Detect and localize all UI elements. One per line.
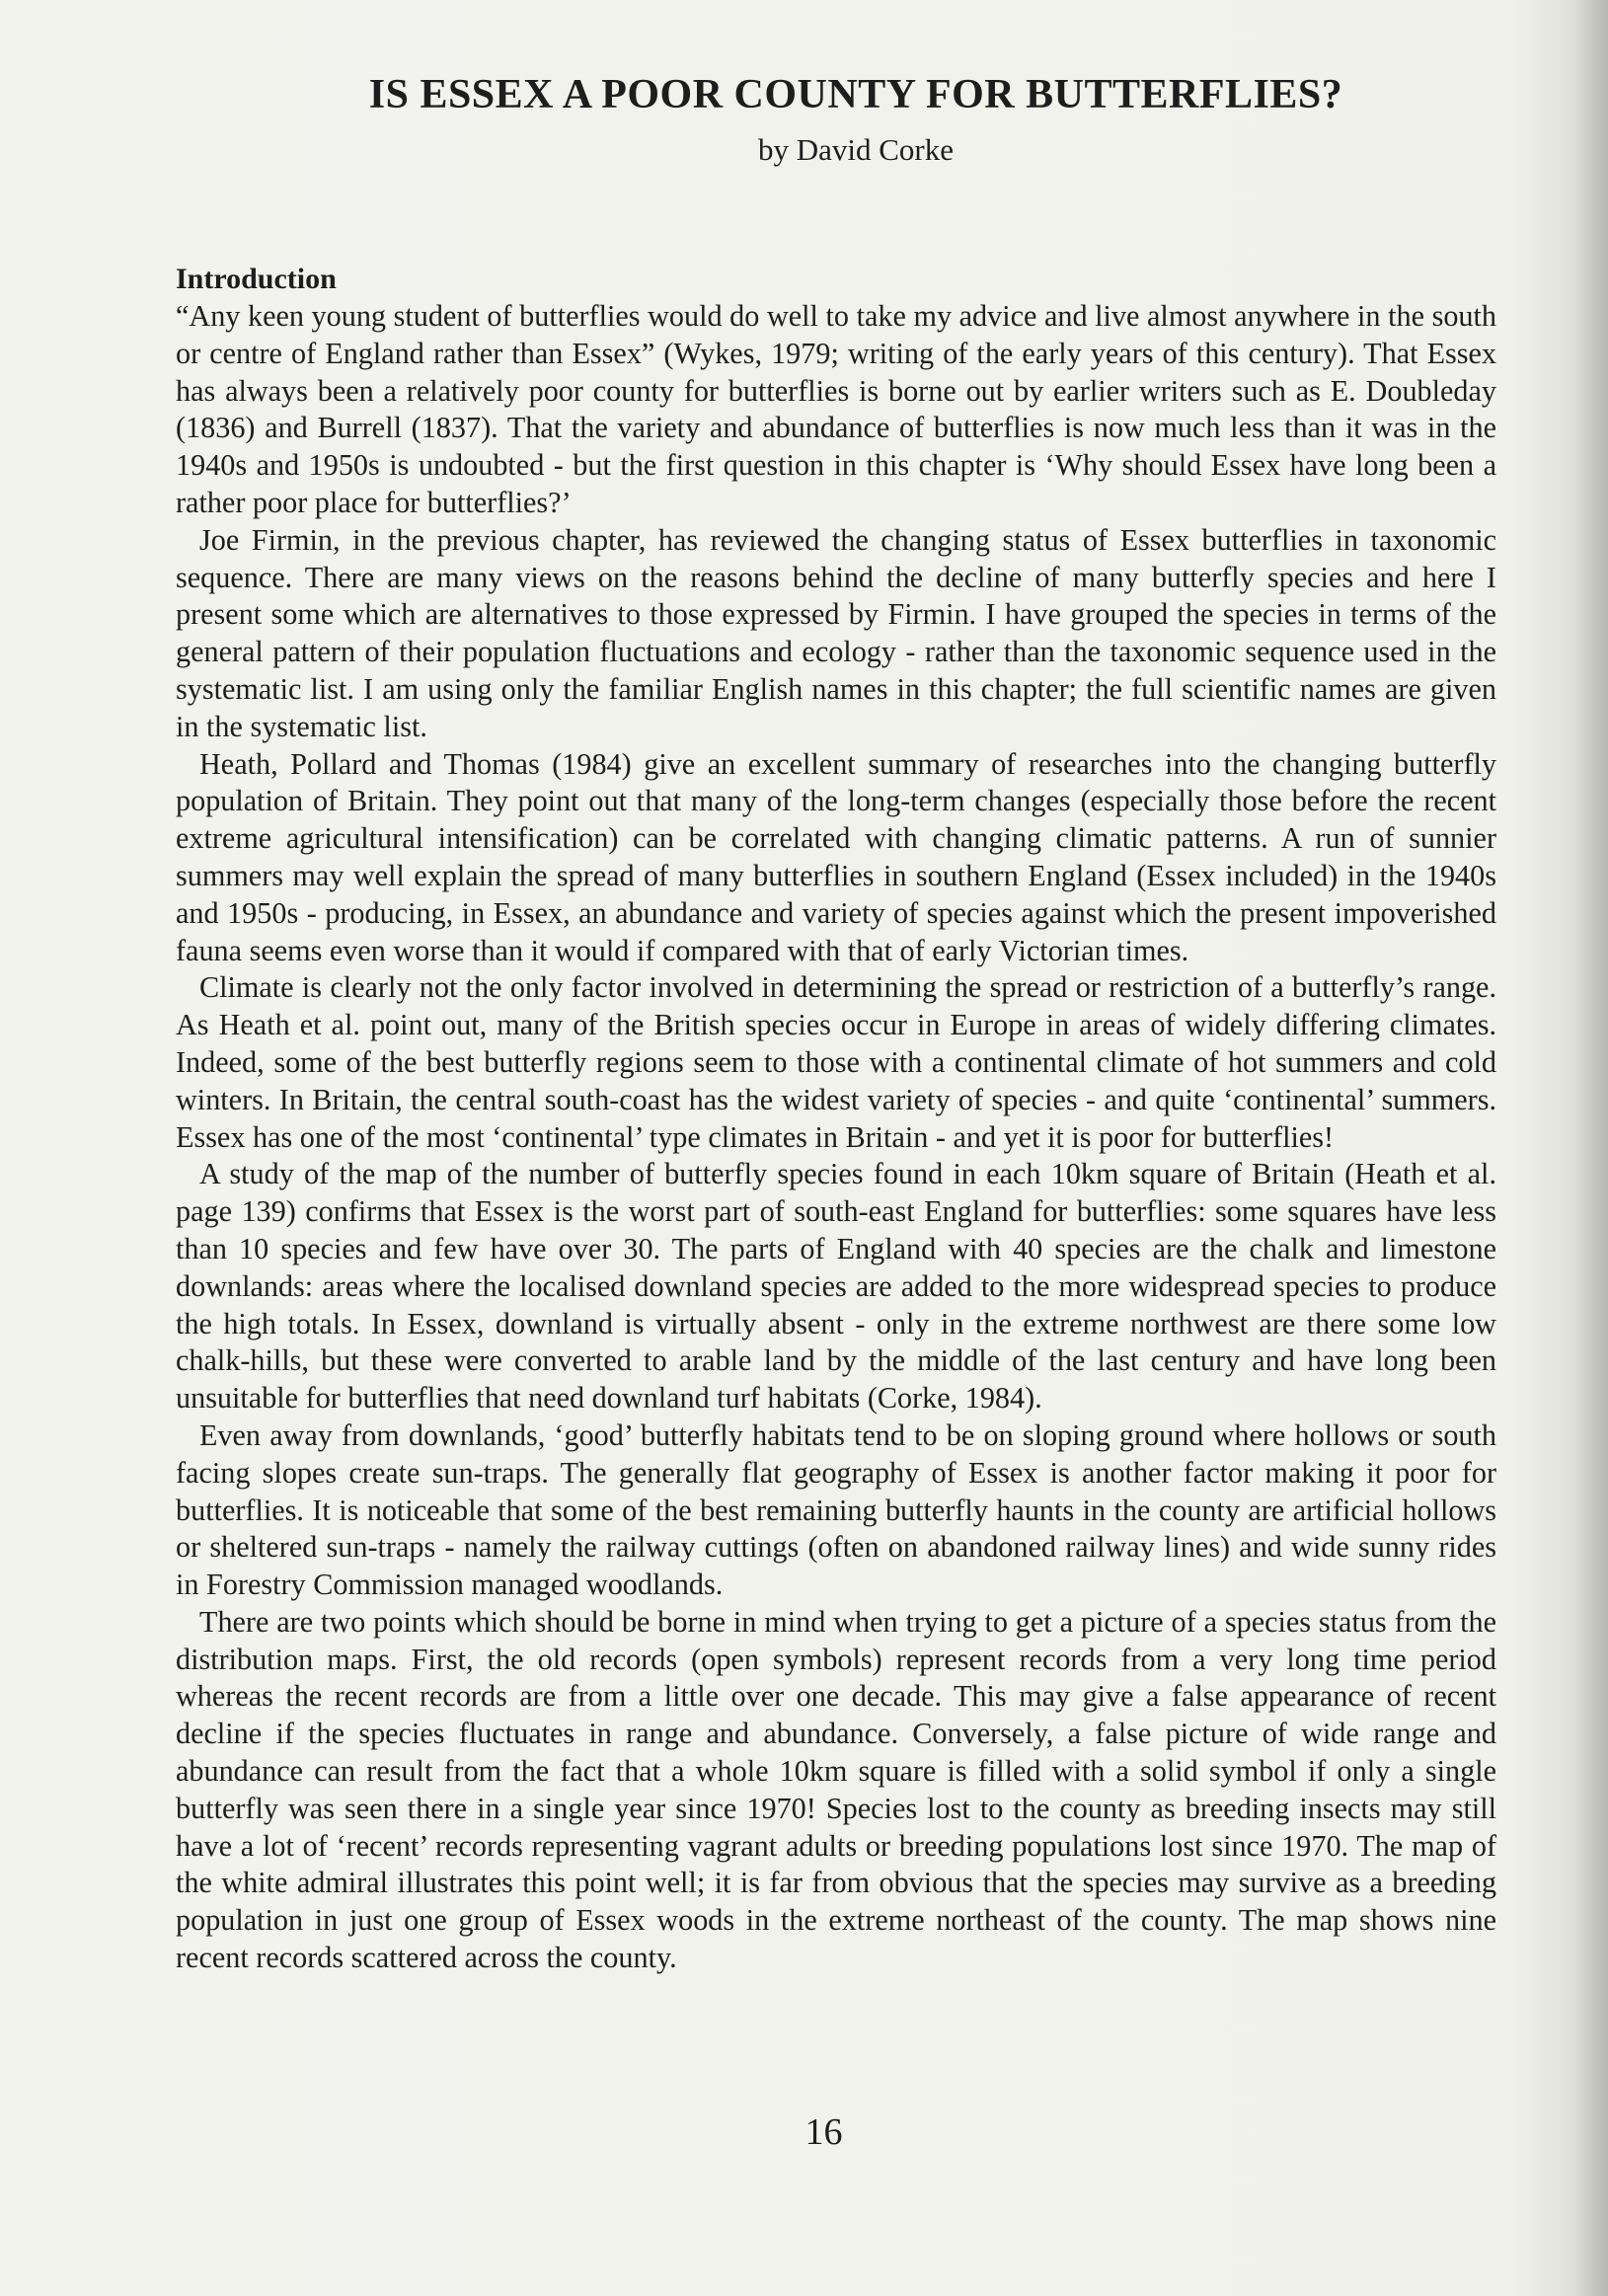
- paragraph-4: Climate is clearly not the only factor involved in determining the spread or restriction of a butterfly’s range. As Heath et al. point out, many of the British species occur in Europe in areas of widely differing climates. Indeed, some of the best butterfly regions seem to those with a continental climate of hot summers and cold winters. In Britain, the central south-coast has the widest variety of species - and quite ‘continental’ summers. Essex has one of the most ‘continental’ type climates in Britain - and yet it is poor for butterflies!: [176, 970, 1496, 1154]
- page-number: 16: [804, 2111, 843, 2153]
- article-title: IS ESSEX A POOR COUNTY FOR BUTTERFLIES?: [368, 72, 1343, 117]
- paragraph-2: Joe Firmin, in the previous chapter, has reviewed the changing status of Essex butterflies in taxonomic sequence. There are many views on the reasons behind the decline of many butterfly species and here I present some which are alternatives to those expressed by Firmin. I have grouped the species in terms of the general pattern of their population fluctuations and ecology - rather than the taxonomic sequence used in the systematic list. I am using only the familiar English names in this chapter; the full scientific names are given in the systematic list.: [176, 522, 1496, 743]
- paragraph-5: A study of the map of the number of butterfly species found in each 10km square of Britain (Heath et al. page 139) confirms that Essex is the worst part of south-east England for butterflies: some squares have less than 10 species and few have over 30. The parts of England with 40 species are the chalk and limestone downlands: areas where the localised downland species are added to the more widespread species to produce the high totals. In Essex, downland is virtually absent - only in the extreme northwest are there some low chalk-hills, but these were converted to arable land by the middle of the last century and have long been unsuitable for butterflies that need downland turf habitats (Corke, 1984).: [176, 1157, 1496, 1416]
- section-heading: Introduction: [176, 263, 337, 295]
- page-edge-shadow: [1574, 0, 1608, 2296]
- paragraph-1: “Any keen young student of butterflies would do well to take my advice and live almost anywhere in the south or centre of England rather than Essex” (Wykes, 1979; writing of the early years of this century). That Essex has always been a relatively poor county for butterflies is borne out by earlier writers such as E. Doubleday (1836) and Burrell (1837). That the variety and abundance of butterflies is now much less than it was in the 1940s and 1950s is undoubted - but the first question in this chapter is ‘Why should Essex have long been a rather poor place for butterflies?’: [176, 299, 1496, 519]
- article-byline: by David Corke: [757, 132, 955, 167]
- article: [176, 69, 1496, 1977]
- paragraph-6: Even away from downlands, ‘good’ butterfly habitats tend to be on sloping ground where hollows or south facing slopes create sun-traps. The generally flat geography of Essex is another factor making it poor for butterflies. It is noticeable that some of the best remaining butterfly haunts in the county are artificial hollows or sheltered sun-traps - namely the railway cuttings (often on abandoned railway lines) and wide sunny rides in Forestry Commission managed woodlands.: [176, 1417, 1496, 1602]
- article-body: [176, 298, 1496, 1977]
- paragraph-7: There are two points which should be borne in mind when trying to get a picture of a species status from the distribution maps. First, the old records (open symbols) represent records from a very long time period whereas the recent records are from a little over one decade. This may give a false appearance of recent decline if the species fluctuates in range and abundance. Conversely, a false picture of wide range and abundance can result from the fact that a whole 10km square is filled with a solid symbol if only a single butterfly was seen there in a single year since 1970! Species lost to the county as breeding insects may still have a lot of ‘recent’ records representing vagrant adults or breeding populations lost since 1970. The map of the white admiral illustrates this point well; it is far from obvious that the species may survive as a breeding population in just one group of Essex woods in the extreme northeast of the county. The map shows nine recent records scattered across the county.: [176, 1604, 1496, 1975]
- paragraph-3: Heath, Pollard and Thomas (1984) give an excellent summary of researches into the changing butterfly population of Britain. They point out that many of the long-term changes (especially those before the recent extreme agricultural intensification) can be correlated with changing climatic patterns. A run of sunnier summers may well explain the spread of many butterflies in southern England (Essex included) in the 1940s and 1950s - producing, in Essex, an abundance and variety of species against which the present impoverished fauna seems even worse than it would if compared with that of early Victorian times.: [176, 746, 1496, 967]
